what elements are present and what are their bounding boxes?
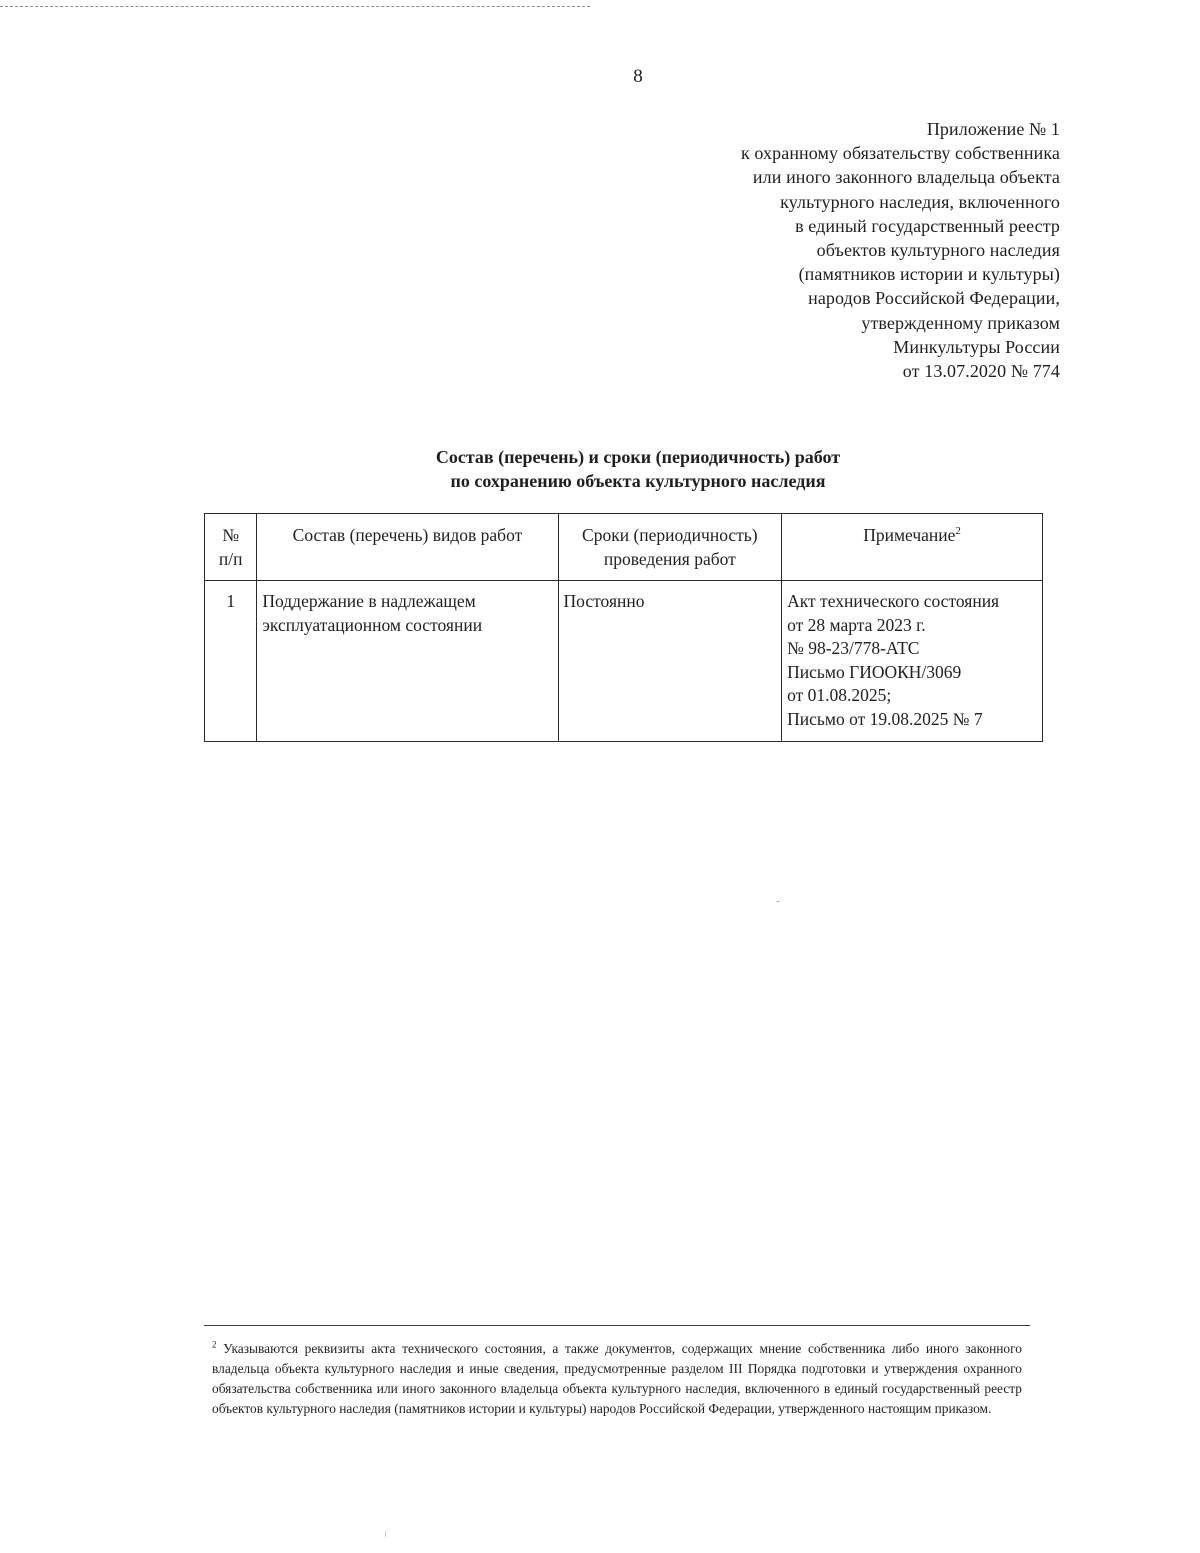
scan-speck [777, 901, 779, 902]
cell-note-line: Акт технического состояния [787, 591, 1000, 611]
table-header-row [205, 514, 1043, 581]
footnote [212, 1339, 1022, 1419]
header-number-line-2: п/п [218, 548, 243, 569]
footnote-separator [204, 1325, 1030, 1326]
cell-work-line-1: Поддержание в надлежащем [262, 591, 476, 611]
header-number-line-1: № [222, 525, 240, 545]
cell-note-line: от 01.08.2025; [787, 685, 892, 705]
cell-note-line: Письмо ГИООКН/3069 [787, 661, 962, 682]
header-work-label: Состав (перечень) видов работ [292, 525, 523, 545]
scan-bottom-mark [385, 1531, 386, 1537]
title-line-2: по сохранению объекта культурного наследия [450, 471, 826, 491]
header-note [782, 514, 1043, 581]
appendix-line: от 13.07.2020 № 774 [902, 361, 1060, 382]
cell-number: 1 [205, 581, 257, 742]
cell-note-line: № 98-23/778-АТС [787, 638, 920, 658]
footnote-text: Указываются реквизиты акта технического состояния, а также документов, содержащих мнение собственника либо иного законного владельца объекта культурного наследия и иные сведения, предусмотренные разделом III Порядка подготовки и утверждения охранного обязательства собственника или иного законного владельца объекта культурного наследия, включенного в единый государственный реестр объектов культурного наследия (памятников истории и культуры) народов Российской Федерации, утвержденного настоящим приказом. [212, 1341, 1022, 1416]
header-note-label: Примечание [863, 525, 956, 545]
header-term-line-1: Сроки (периодичность) [582, 525, 758, 545]
appendix-line: объектов культурного наследия [816, 240, 1060, 261]
cell-note-line: Письмо от 19.08.2025 № 7 [787, 708, 983, 729]
appendix-line: Минкультуры России [893, 336, 1060, 357]
cell-note [782, 581, 1043, 742]
appendix-line: утвержденному приказом [861, 312, 1060, 333]
appendix-reference [741, 117, 1060, 383]
cell-work-line-2: эксплуатационном состоянии [262, 614, 483, 635]
appendix-line: или иного законного владельца объекта [752, 167, 1060, 188]
table-row [205, 581, 1043, 742]
appendix-line: культурного наследия, включенного [780, 191, 1060, 212]
appendix-line: в единый государственный реестр [795, 215, 1060, 236]
cell-work [257, 581, 558, 742]
appendix-line: к охранному обязательству собственника [740, 143, 1060, 164]
document-title [0, 445, 1200, 493]
footnote-reference: 2 [955, 525, 961, 538]
appendix-line: народов Российской Федерации, [808, 288, 1060, 309]
footnote-marker: 2 [212, 1339, 217, 1350]
page-number: 8 [633, 66, 643, 87]
appendix-line: (памятников истории и культуры) [798, 264, 1060, 285]
header-term-line-2: проведения работ [603, 548, 736, 569]
cell-note-line: от 28 марта 2023 г. [787, 614, 926, 635]
cell-term: Постоянно [558, 581, 782, 742]
title-line-1: Состав (перечень) и сроки (периодичность) работ [435, 447, 841, 467]
header-work [257, 514, 558, 581]
header-number [205, 514, 257, 581]
works-table [204, 513, 1043, 742]
scan-top-edge [0, 6, 590, 7]
header-term [558, 514, 782, 581]
appendix-line: Приложение № 1 [926, 119, 1060, 139]
